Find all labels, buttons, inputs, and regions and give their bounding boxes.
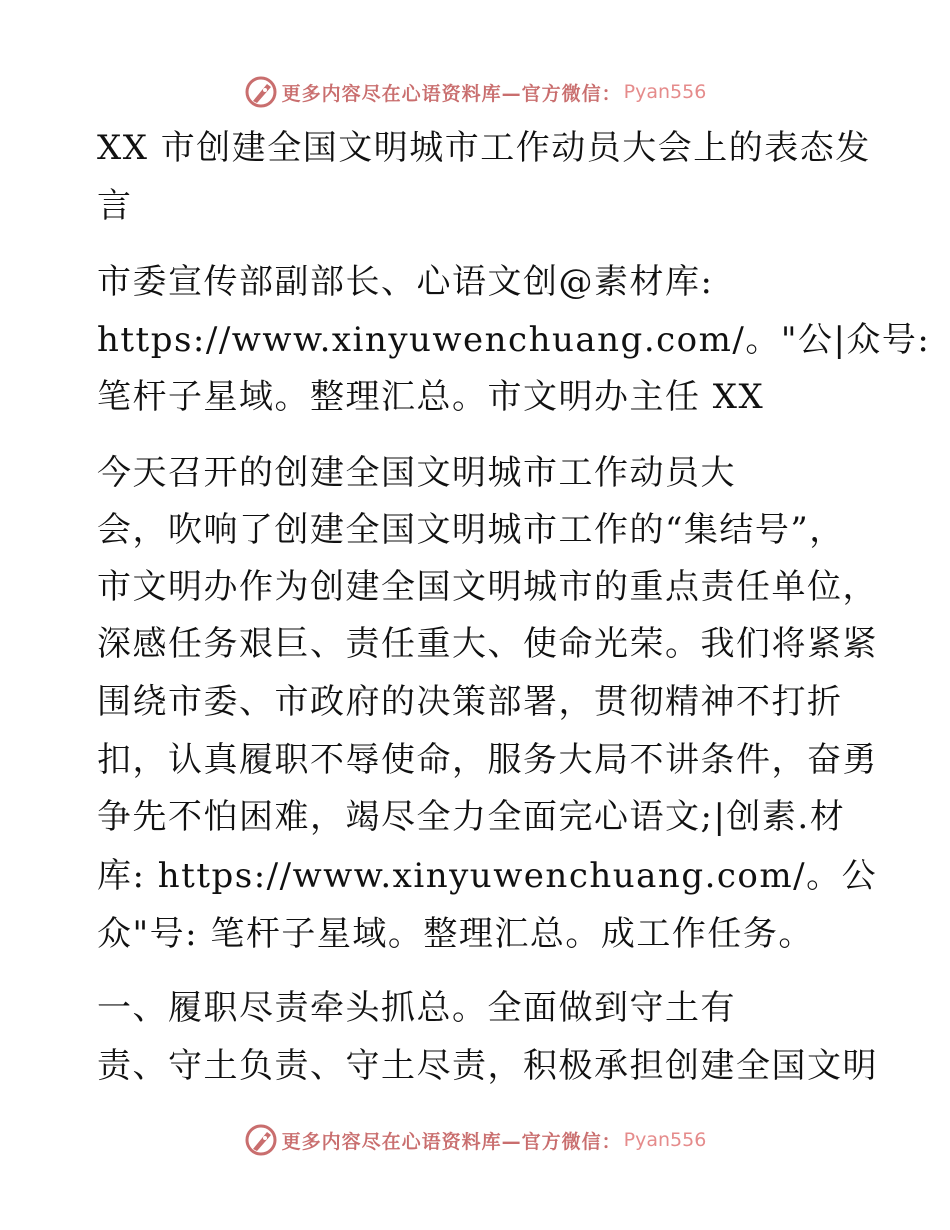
pen-circle-icon [244,1123,278,1157]
watermark-text: 更多内容尽在心语资料库—官方微信： [281,82,622,105]
paragraph-line: 会，吹响了创建全国文明城市工作的“集结号”， [97,510,845,550]
paragraph-line: 市文明办作为创建全国文明城市的重点责任单位， [97,567,878,607]
paragraph-line: 今天召开的创建全国文明城市工作动员大 [97,453,736,493]
paragraph-line: 众"号: 笔杆子星域。整理汇总。成工作任务。 [97,914,814,954]
watermark-text: 更多内容尽在心语资料库—官方微信： [281,1130,622,1153]
pen-circle-icon [244,75,278,109]
byline-line: https://www.xinyuwenchuang.com/。"公|众号: [97,320,931,360]
paragraph-line: 争先不怕困难，竭尽全力全面完心语文;|创素.材 [97,797,846,837]
paragraph-line: 一、履职尽责牵头抓总。全面做到守土有 [97,988,736,1028]
paragraph-line: 责、守土负责、守土尽责，积极承担创建全国文明 [97,1046,878,1086]
byline-line: 市委宣传部副部长、心语文创@素材库: [97,262,714,302]
title-line: XX 市创建全国文明城市工作动员大会上的表态发 [97,128,871,168]
paragraph-line: 深感任务艰巨、责任重大、使命光荣。我们将紧紧 [97,624,878,664]
paragraph-line: 围绕市委、市政府的决策部署，贯彻精神不打折 [97,682,843,722]
footer-watermark [0,1120,950,1160]
paragraph-line: 扣，认真履职不辱使命，服务大局不讲条件，奋勇 [97,740,878,780]
byline-line: 笔杆子星域。整理汇总。市文明办主任 XX [97,377,765,417]
title-line: 言 [97,186,133,226]
paragraph-line: 库: https://www.xinyuwenchuang.com/。公 [97,856,878,896]
header-watermark [0,72,950,112]
watermark-wechat: Pyan556 [623,1129,707,1151]
watermark-wechat: Pyan556 [623,81,707,103]
